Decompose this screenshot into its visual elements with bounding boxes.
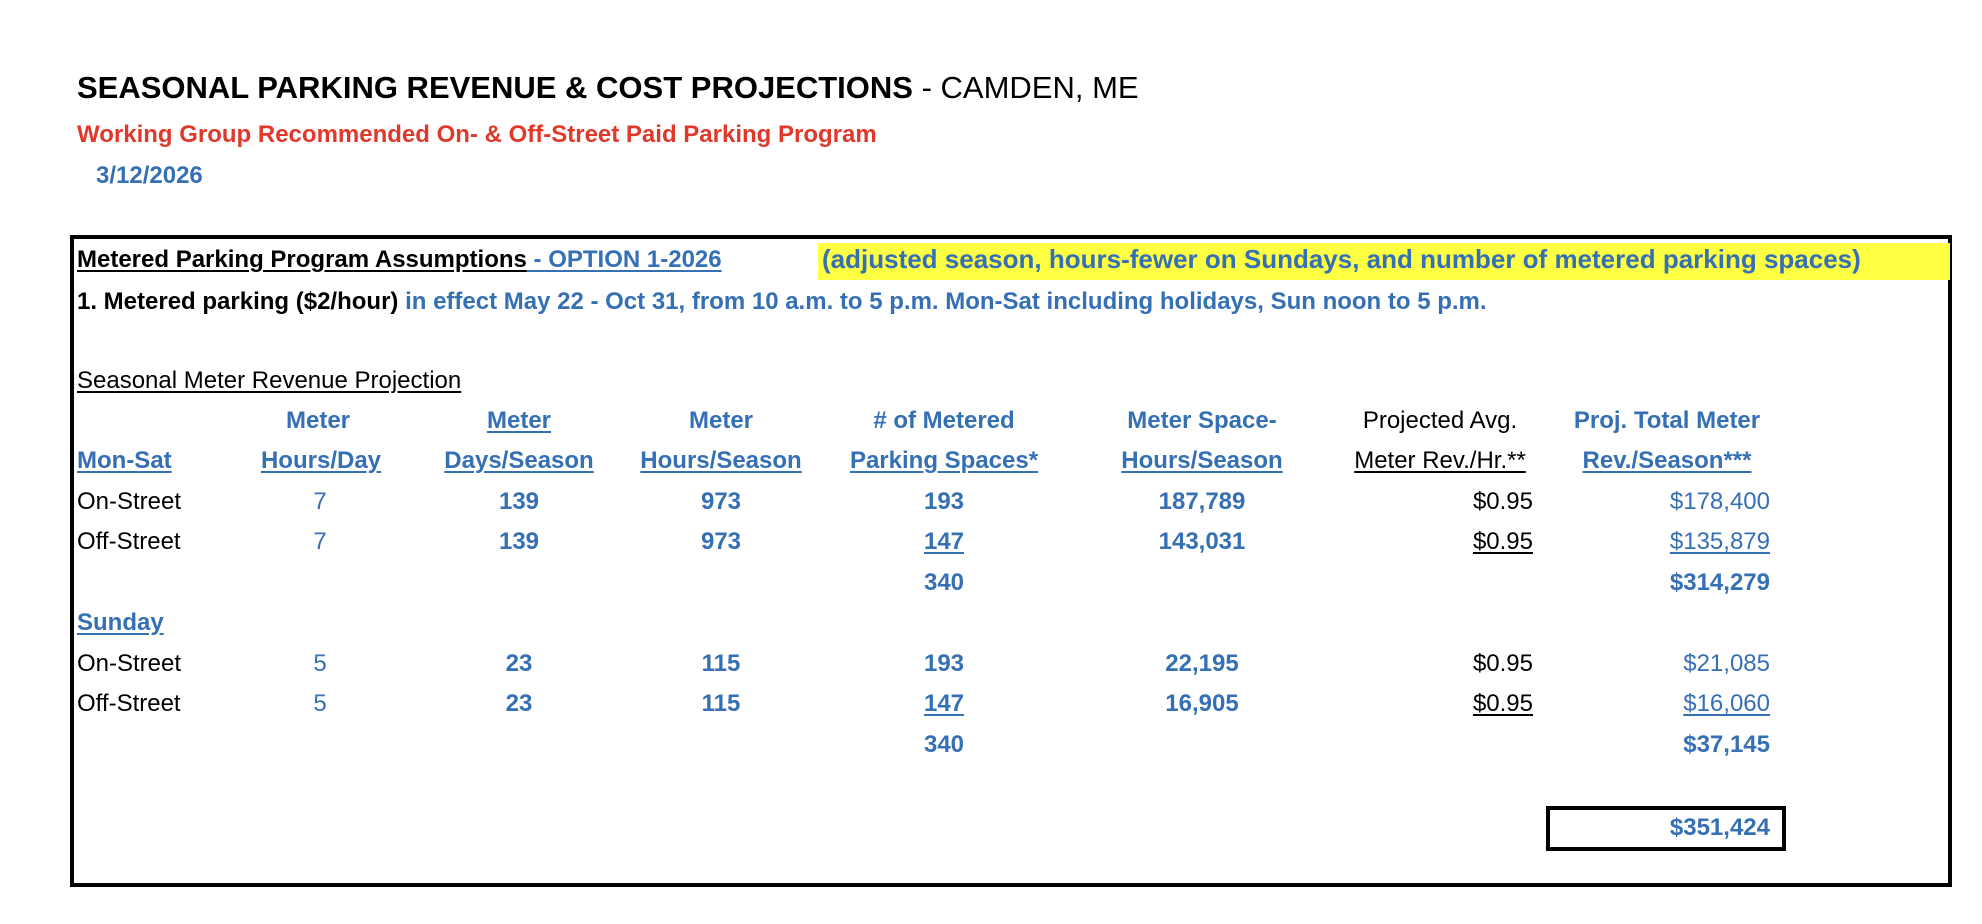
header-total-rev-1: Proj. Total Meter xyxy=(1573,407,1761,434)
title-bold: SEASONAL PARKING REVENUE & COST PROJECTIONS xyxy=(77,70,913,105)
cell-hours-day: 5 xyxy=(313,690,327,717)
header-hours-day-1: Meter xyxy=(285,407,351,434)
sunday-total-rev: $37,145 xyxy=(1683,731,1770,758)
row-label: On-Street xyxy=(77,650,182,677)
row-label: Off-Street xyxy=(77,528,181,555)
option-label: - OPTION 1-2026 xyxy=(526,246,722,273)
header-hours-season-2: Hours/Season xyxy=(640,447,802,474)
cell-spaces: 147 xyxy=(923,690,965,717)
cell-space-hours: 187,789 xyxy=(1158,488,1246,515)
cell-total-rev: $178,400 xyxy=(1669,488,1770,515)
row-label: On-Street xyxy=(77,488,182,515)
cell-avg-rev: $0.95 xyxy=(1472,690,1533,717)
assumptions-note: (adjusted season, hours-fewer on Sundays, and number of metered parking spaces) xyxy=(822,244,1861,274)
cell-spaces: 147 xyxy=(923,528,965,555)
cell-days-season: 23 xyxy=(505,690,533,717)
assumption-item-1-rate: 1. Metered parking ($2/hour) xyxy=(77,288,399,315)
cell-space-hours: 143,031 xyxy=(1158,528,1246,555)
sunday-total-spaces: 340 xyxy=(923,731,965,758)
title-location: - CAMDEN, ME xyxy=(912,70,1139,105)
cell-avg-rev: $0.95 xyxy=(1472,650,1533,677)
assumption-item-1-details: in effect May 22 - Oct 31, from 10 a.m. to 5 p.m. Mon-Sat including holidays, Sun noon to 5 p.m. xyxy=(398,288,1487,315)
sunday-label: Sunday xyxy=(77,609,164,636)
header-avg-rev-2: Meter Rev./Hr.** xyxy=(1354,447,1526,474)
cell-hours-season: 115 xyxy=(701,690,741,717)
assumptions-heading: Metered Parking Program Assumptions xyxy=(77,246,527,273)
header-spaces-2: Parking Spaces* xyxy=(849,447,1039,474)
header-space-hours-1: Meter Space- xyxy=(1127,407,1277,434)
cell-days-season: 139 xyxy=(498,488,540,515)
cell-space-hours: 22,195 xyxy=(1165,650,1239,677)
grand-total: $351,424 xyxy=(1669,814,1770,841)
cell-hours-day: 5 xyxy=(313,650,327,677)
cell-space-hours: 16,905 xyxy=(1165,690,1239,717)
monsat-label: Mon-Sat xyxy=(77,447,172,474)
section-title: Seasonal Meter Revenue Projection xyxy=(77,367,462,394)
assumption-item-1 xyxy=(77,288,1487,316)
cell-total-rev: $135,879 xyxy=(1669,528,1770,555)
cell-spaces: 193 xyxy=(923,488,965,515)
cell-hours-day: 7 xyxy=(313,528,327,555)
cell-total-rev: $16,060 xyxy=(1683,690,1770,717)
monsat-total-rev: $314,279 xyxy=(1669,569,1770,596)
report-date: 3/12/2026 xyxy=(96,162,203,189)
cell-total-rev: $21,085 xyxy=(1683,650,1770,677)
header-days-season-2: Days/Season xyxy=(444,447,594,474)
page-subtitle: Working Group Recommended On- & Off-Street Paid Parking Program xyxy=(77,121,877,148)
row-label: Off-Street xyxy=(77,690,181,717)
cell-avg-rev: $0.95 xyxy=(1472,528,1533,555)
cell-avg-rev: $0.95 xyxy=(1472,488,1533,515)
header-hours-season-1: Meter xyxy=(688,407,754,434)
assumptions-heading-line xyxy=(77,246,722,274)
header-hours-day-2: Hours/Day xyxy=(260,447,382,474)
cell-hours-season: 115 xyxy=(701,650,741,677)
header-avg-rev-1: Projected Avg. xyxy=(1362,407,1518,434)
cell-hours-day: 7 xyxy=(313,488,327,515)
cell-hours-season: 973 xyxy=(700,488,742,515)
header-space-hours-2: Hours/Season xyxy=(1121,447,1283,474)
monsat-total-spaces: 340 xyxy=(923,569,965,596)
header-days-season-1: Meter xyxy=(486,407,552,434)
header-spaces-1: # of Metered xyxy=(873,407,1015,434)
header-total-rev-2: Rev./Season*** xyxy=(1582,447,1752,474)
page-title xyxy=(77,70,1139,106)
cell-hours-season: 973 xyxy=(700,528,742,555)
cell-spaces: 193 xyxy=(923,650,965,677)
cell-days-season: 139 xyxy=(498,528,540,555)
cell-days-season: 23 xyxy=(505,650,533,677)
assumptions-box xyxy=(70,235,1952,887)
